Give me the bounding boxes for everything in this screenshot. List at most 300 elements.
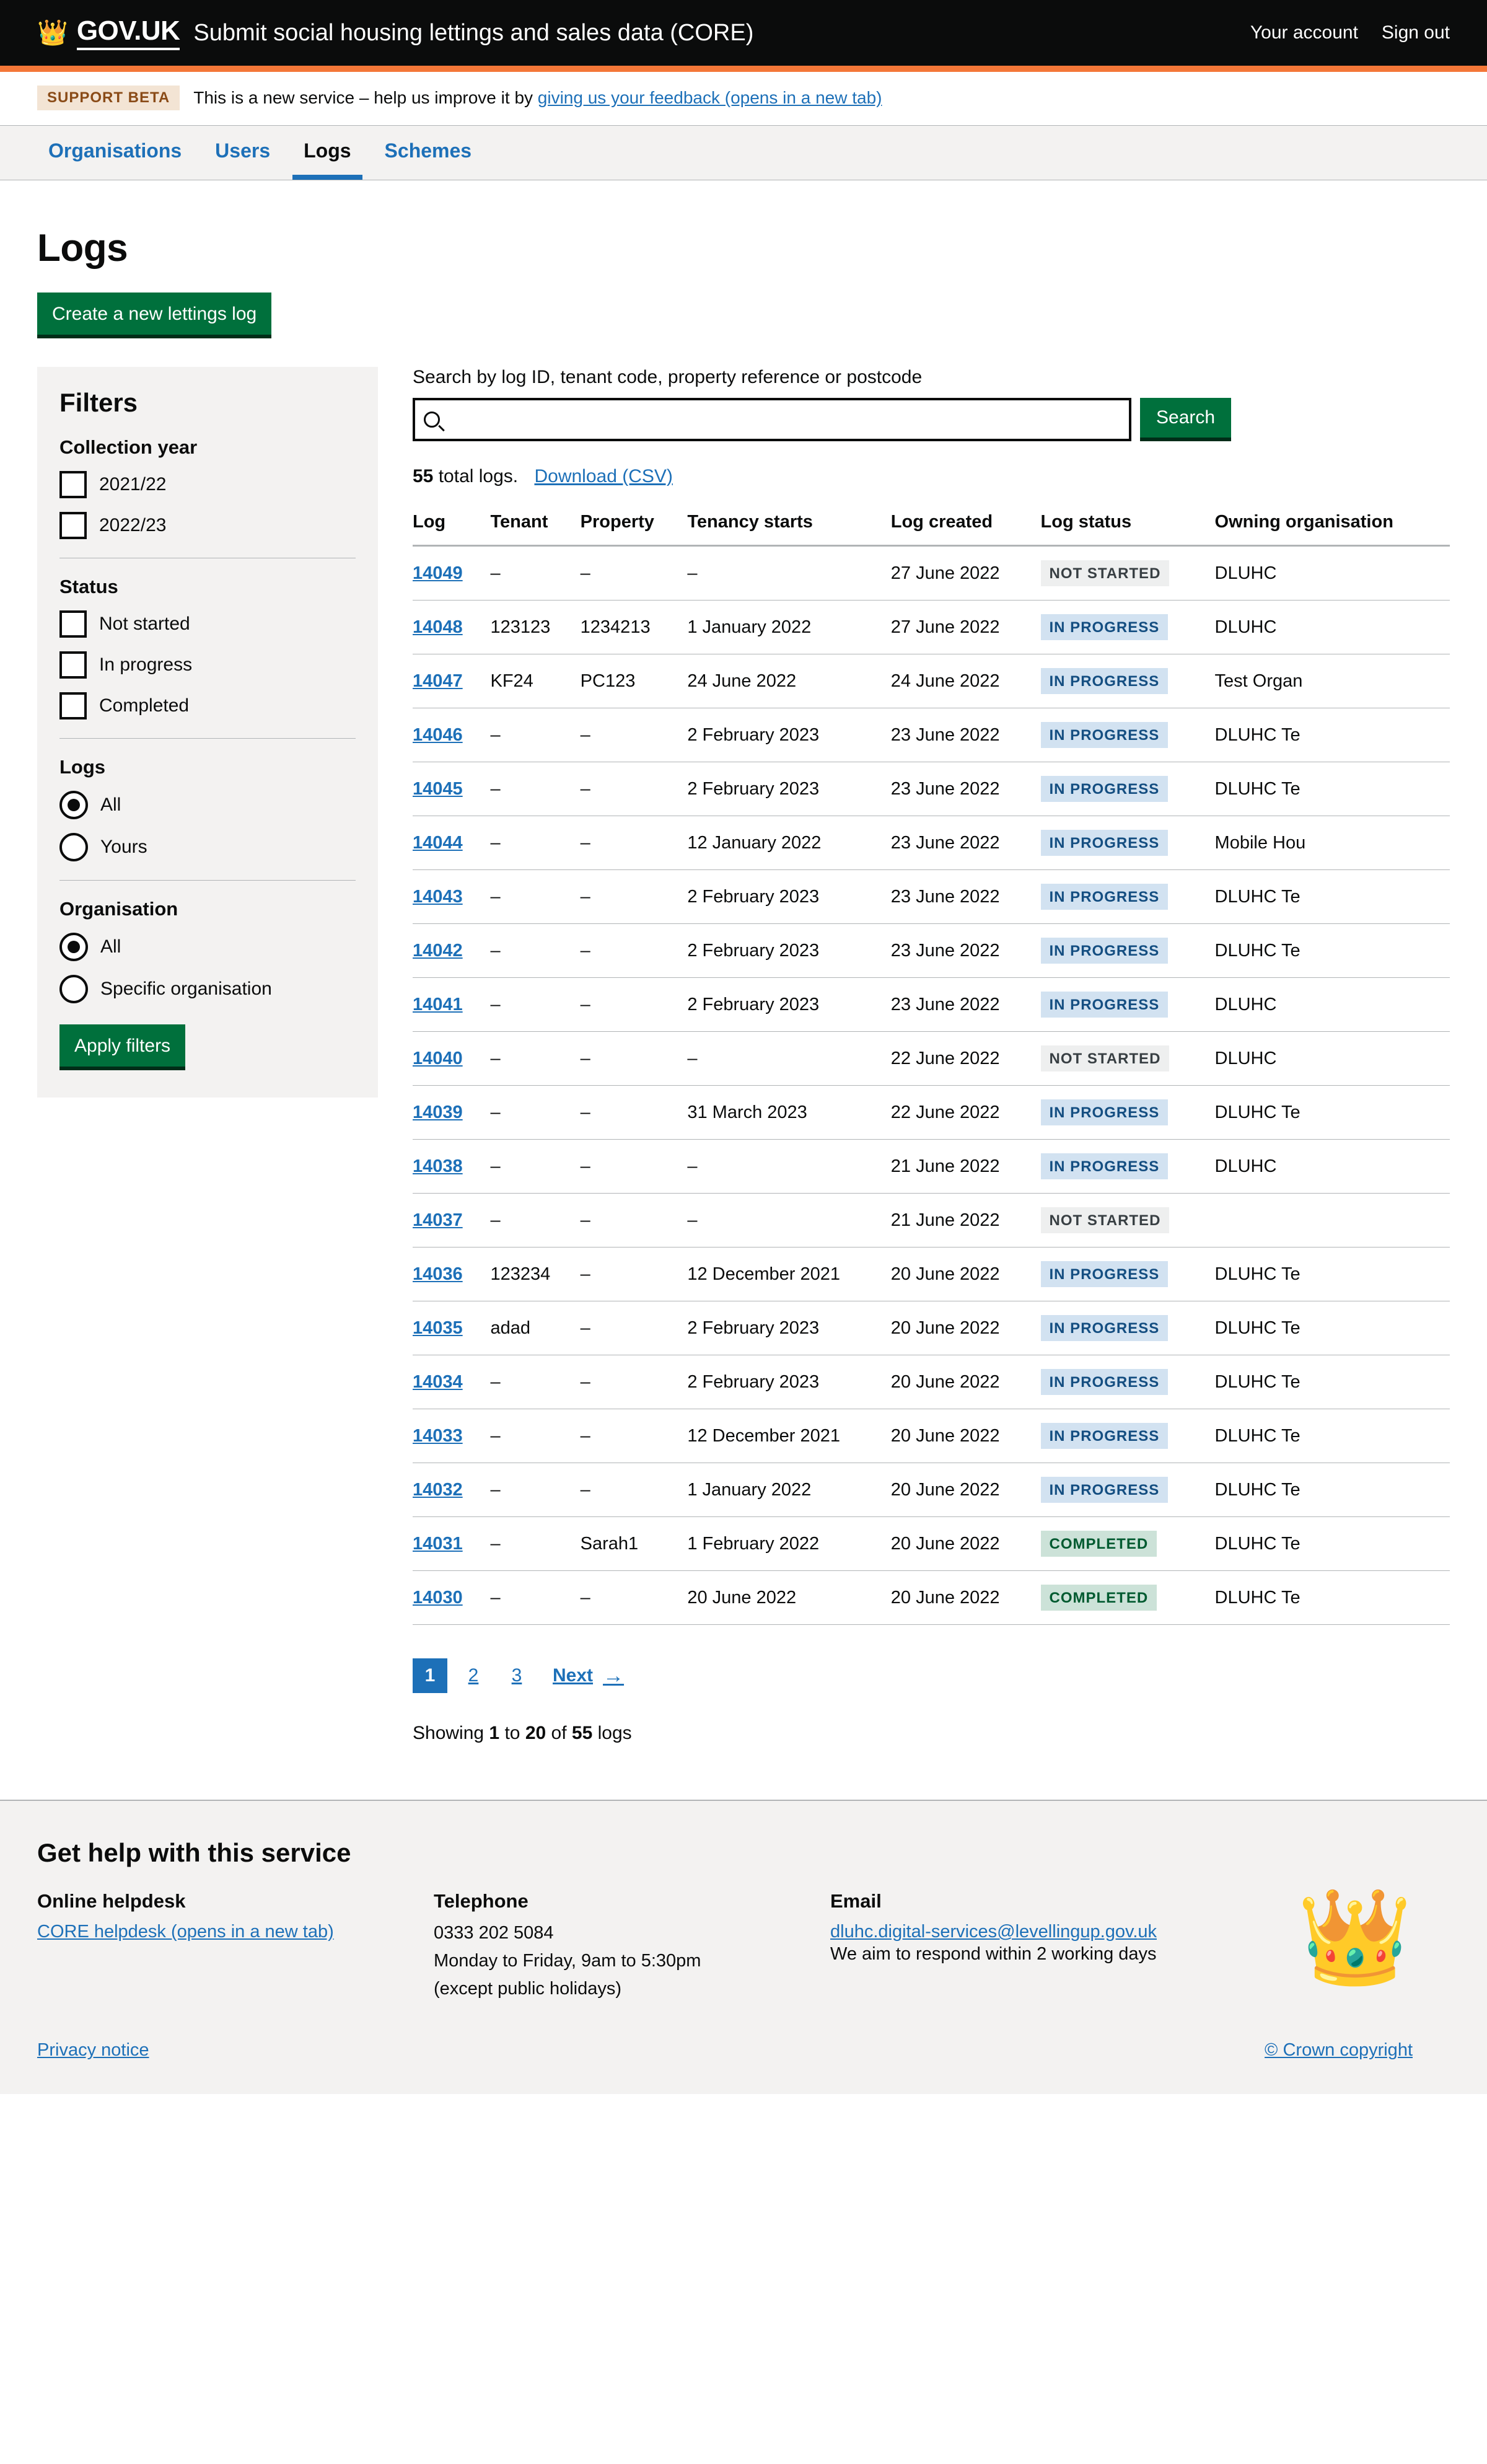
table-row	[413, 870, 1450, 924]
cell-property: –	[581, 1355, 688, 1409]
search-label: Search by log ID, tenant code, property reference or postcode	[413, 367, 923, 387]
filter-checkbox-2022-23[interactable]	[59, 512, 356, 539]
footer-column-online-helpdesk	[37, 1890, 434, 2005]
cell-owning-organisation: Test Organ	[1215, 654, 1450, 708]
pagination-next-label: Next	[553, 1665, 594, 1686]
cell-log-created: 22 June 2022	[891, 1032, 1041, 1086]
table-row	[413, 924, 1450, 978]
cell-tenancy-starts: 24 June 2022	[687, 654, 890, 708]
cell-tenant: –	[490, 546, 580, 601]
cell-tenant: –	[490, 924, 580, 978]
column-header-owning-organisation: Owning organisation	[1215, 503, 1450, 546]
showing-summary	[413, 1723, 1450, 1744]
cell-log-status	[1041, 762, 1215, 816]
log-id-link[interactable]: 14035	[413, 1318, 463, 1338]
cell-log	[413, 1194, 490, 1247]
arrow-right-icon: →	[603, 1663, 625, 1687]
cell-owning-organisation: DLUHC Te	[1215, 1301, 1450, 1355]
cell-log-status	[1041, 601, 1215, 654]
filter-group-collection-year	[59, 436, 356, 539]
cell-owning-organisation: DLUHC Te	[1215, 1463, 1450, 1517]
status-badge: IN PROGRESS	[1041, 1315, 1169, 1341]
filter-label: All	[100, 794, 121, 815]
cell-log-status	[1041, 978, 1215, 1032]
cell-log-status	[1041, 1194, 1215, 1247]
cell-property: –	[581, 546, 688, 601]
filter-label: Not started	[99, 614, 190, 634]
status-badge: IN PROGRESS	[1041, 1153, 1169, 1179]
cell-tenant: KF24	[490, 654, 580, 708]
cell-log	[413, 1086, 490, 1140]
filter-label: Completed	[99, 695, 190, 716]
log-id-link[interactable]: 14048	[413, 617, 463, 637]
cell-tenant: adad	[490, 1301, 580, 1355]
table-row	[413, 546, 1450, 601]
site-footer	[0, 1800, 1487, 2094]
status-badge: IN PROGRESS	[1041, 938, 1169, 964]
cell-tenant: –	[490, 1194, 580, 1247]
cell-tenancy-starts: 20 June 2022	[687, 1571, 890, 1625]
table-row	[413, 1409, 1450, 1463]
cell-tenant: –	[490, 1140, 580, 1194]
cell-tenancy-starts: 12 December 2021	[687, 1409, 890, 1463]
your-account-link[interactable]: Your account	[1250, 22, 1358, 43]
filter-checkbox-not-started[interactable]	[59, 610, 356, 638]
log-id-link[interactable]: 14038	[413, 1156, 463, 1176]
page-title: Logs	[37, 227, 128, 270]
filter-label: Yours	[100, 837, 147, 857]
table-row	[413, 978, 1450, 1032]
beta-orange-bar	[0, 66, 1487, 72]
cell-property: PC123	[581, 654, 688, 708]
cell-owning-organisation: DLUHC Te	[1215, 1571, 1450, 1625]
checkbox-icon[interactable]	[59, 692, 87, 719]
cell-tenant: –	[490, 1571, 580, 1625]
column-header-log: Log	[413, 503, 490, 546]
status-badge: IN PROGRESS	[1041, 1099, 1169, 1125]
cell-log-created: 24 June 2022	[891, 654, 1041, 708]
royal-crest-icon: 👑	[1297, 1885, 1413, 1989]
cell-tenancy-starts: 2 February 2023	[687, 978, 890, 1032]
cell-owning-organisation: DLUHC Te	[1215, 870, 1450, 924]
search-input[interactable]	[446, 408, 1120, 431]
filter-group-title-collection-year: Collection year	[59, 436, 198, 458]
cell-log-created: 23 June 2022	[891, 816, 1041, 870]
cell-owning-organisation: DLUHC Te	[1215, 708, 1450, 762]
table-row	[413, 1571, 1450, 1625]
results-summary	[413, 466, 1450, 487]
cell-tenant: –	[490, 1086, 580, 1140]
pagination-page-3[interactable]: 3	[511, 1665, 522, 1686]
radio-icon[interactable]	[59, 975, 88, 1003]
cell-owning-organisation: DLUHC Te	[1215, 1517, 1450, 1571]
royal-crest-wrapper	[1297, 1885, 1450, 2005]
cell-log-created: 20 June 2022	[891, 1409, 1041, 1463]
filter-group-logs	[59, 756, 356, 861]
cell-log-status	[1041, 708, 1215, 762]
apply-filters-button[interactable]: Apply filters	[59, 1024, 185, 1070]
log-id-link[interactable]: 14033	[413, 1425, 463, 1446]
footer-column-title: Online helpdesk	[37, 1890, 186, 1912]
status-badge: IN PROGRESS	[1041, 1261, 1169, 1287]
status-badge: IN PROGRESS	[1041, 722, 1169, 748]
log-id-link[interactable]: 14037	[413, 1210, 463, 1230]
checkbox-icon[interactable]	[59, 471, 87, 498]
cell-log	[413, 978, 490, 1032]
cell-property: –	[581, 816, 688, 870]
filter-label: All	[100, 936, 121, 957]
cell-tenancy-starts: –	[687, 546, 890, 601]
filter-group-status	[59, 576, 356, 719]
status-badge: IN PROGRESS	[1041, 668, 1169, 694]
cell-log-created: 23 June 2022	[891, 978, 1041, 1032]
support-email-link[interactable]: dluhc.digital-services@levellingup.gov.uk	[830, 1922, 1157, 1942]
primary-nav	[0, 126, 1487, 180]
filter-group-title-status: Status	[59, 576, 118, 597]
filters-heading: Filters	[59, 388, 138, 417]
cell-log-created: 21 June 2022	[891, 1140, 1041, 1194]
cell-log-status	[1041, 1517, 1215, 1571]
cell-owning-organisation: DLUHC	[1215, 601, 1450, 654]
cell-log-status	[1041, 924, 1215, 978]
phase-tag: SUPPORT BETA	[37, 86, 180, 110]
phase-banner	[0, 72, 1487, 126]
telephone-number: 0333 202 5084	[434, 1923, 554, 1943]
nav-item-schemes[interactable]: Schemes	[384, 139, 472, 162]
cell-log	[413, 924, 490, 978]
filter-group-organisation	[59, 898, 356, 1003]
cell-log-status	[1041, 1571, 1215, 1625]
log-id-link[interactable]: 14045	[413, 778, 463, 799]
filter-radio-logs-yours[interactable]	[59, 833, 356, 861]
cell-log	[413, 1301, 490, 1355]
cell-property: Sarah1	[581, 1517, 688, 1571]
cell-tenancy-starts: 1 January 2022	[687, 1463, 890, 1517]
cell-log-status	[1041, 1086, 1215, 1140]
cell-property: –	[581, 708, 688, 762]
cell-tenancy-starts: 2 February 2023	[687, 762, 890, 816]
cell-tenancy-starts: 2 February 2023	[687, 708, 890, 762]
cell-tenant: 123234	[490, 1247, 580, 1301]
pagination-next-link[interactable]	[553, 1664, 624, 1688]
cell-tenant: –	[490, 1032, 580, 1086]
nav-item-logs[interactable]: Logs	[292, 126, 362, 180]
cell-property: 1234213	[581, 601, 688, 654]
cell-log-created: 20 June 2022	[891, 1301, 1041, 1355]
filter-checkbox-in-progress[interactable]	[59, 651, 356, 679]
cell-tenant: –	[490, 1409, 580, 1463]
cell-log-status	[1041, 1355, 1215, 1409]
cell-log	[413, 708, 490, 762]
filter-label: 2022/23	[99, 515, 167, 535]
cell-owning-organisation: DLUHC	[1215, 1140, 1450, 1194]
pagination-page-1[interactable]: 1	[413, 1658, 447, 1693]
cell-tenant: –	[490, 816, 580, 870]
cell-log-created: 20 June 2022	[891, 1463, 1041, 1517]
cell-property: –	[581, 1086, 688, 1140]
table-row	[413, 816, 1450, 870]
total-logs-text: total logs.	[438, 466, 519, 486]
checkbox-icon[interactable]	[59, 610, 87, 638]
status-badge: COMPLETED	[1041, 1585, 1157, 1611]
cell-tenancy-starts: 2 February 2023	[687, 1355, 890, 1409]
cell-log-created: 20 June 2022	[891, 1355, 1041, 1409]
cell-log-status	[1041, 1463, 1215, 1517]
table-row	[413, 762, 1450, 816]
footer-columns	[37, 1885, 1450, 2005]
table-row	[413, 708, 1450, 762]
checkbox-icon[interactable]	[59, 512, 87, 539]
service-name-link[interactable]: Submit social housing lettings and sales data (CORE)	[193, 19, 754, 46]
cell-log	[413, 870, 490, 924]
total-logs-count: 55	[413, 466, 434, 486]
filters-panel	[37, 367, 378, 1098]
cell-log-created: 22 June 2022	[891, 1086, 1041, 1140]
phase-banner-message: This is a new service – help us improve it by	[193, 88, 533, 107]
showing-to-word: to	[504, 1723, 520, 1743]
cell-tenancy-starts: –	[687, 1140, 890, 1194]
table-row	[413, 1517, 1450, 1571]
table-row	[413, 1086, 1450, 1140]
pagination-page-2[interactable]: 2	[468, 1665, 479, 1686]
cell-log-created: 21 June 2022	[891, 1194, 1041, 1247]
footer-column-title: Email	[830, 1890, 882, 1912]
search-icon	[424, 411, 440, 428]
showing-of-word: of	[551, 1723, 567, 1743]
table-row	[413, 601, 1450, 654]
filter-group-title-organisation: Organisation	[59, 898, 178, 920]
crown-copyright-link[interactable]: © Crown copyright	[1265, 2040, 1413, 2061]
table-row	[413, 1463, 1450, 1517]
cell-property: –	[581, 1032, 688, 1086]
log-id-link[interactable]: 14049	[413, 563, 463, 583]
filter-group-title-logs: Logs	[59, 756, 106, 778]
cell-property: –	[581, 1247, 688, 1301]
column-header-log-created: Log created	[891, 503, 1041, 546]
cell-property: –	[581, 1194, 688, 1247]
status-badge: NOT STARTED	[1041, 560, 1170, 586]
cell-log-status	[1041, 1032, 1215, 1086]
cell-tenancy-starts: 2 February 2023	[687, 870, 890, 924]
cell-tenant: –	[490, 762, 580, 816]
log-id-link[interactable]: 14036	[413, 1264, 463, 1284]
log-id-link[interactable]: 14046	[413, 724, 463, 745]
cell-log	[413, 1032, 490, 1086]
govuk-wordmark: GOV.UK	[77, 15, 180, 50]
log-id-link[interactable]: 14040	[413, 1048, 463, 1068]
showing-prefix: Showing	[413, 1723, 485, 1743]
core-helpdesk-link[interactable]: CORE helpdesk (opens in a new tab)	[37, 1922, 334, 1942]
footer-column-telephone	[434, 1890, 830, 2005]
filter-radio-logs-all[interactable]	[59, 791, 356, 819]
status-badge: IN PROGRESS	[1041, 1369, 1169, 1395]
cell-owning-organisation: DLUHC	[1215, 978, 1450, 1032]
column-header-tenancy-starts: Tenancy starts	[687, 503, 890, 546]
cell-property: –	[581, 1463, 688, 1517]
cell-owning-organisation: DLUHC Te	[1215, 1247, 1450, 1301]
cell-log-status	[1041, 816, 1215, 870]
filter-label: In progress	[99, 654, 193, 675]
footer-bottom	[37, 2039, 1450, 2061]
cell-owning-organisation: Mobile Hou	[1215, 816, 1450, 870]
cell-log-status	[1041, 1301, 1215, 1355]
cell-log-status	[1041, 654, 1215, 708]
cell-tenant: –	[490, 1355, 580, 1409]
log-id-link[interactable]: 14039	[413, 1102, 463, 1122]
log-id-link[interactable]: 14032	[413, 1479, 463, 1500]
cell-tenancy-starts: –	[687, 1194, 890, 1247]
cell-owning-organisation: DLUHC Te	[1215, 762, 1450, 816]
log-id-link[interactable]: 14044	[413, 832, 463, 853]
cell-property: –	[581, 1301, 688, 1355]
search-row	[413, 398, 1450, 441]
radio-icon[interactable]	[59, 933, 88, 961]
radio-icon[interactable]	[59, 833, 88, 861]
create-new-lettings-log-button[interactable]: Create a new lettings log	[37, 293, 271, 338]
log-id-link[interactable]: 14034	[413, 1371, 463, 1392]
cell-tenancy-starts: 1 February 2022	[687, 1517, 890, 1571]
status-badge: IN PROGRESS	[1041, 614, 1169, 640]
cell-log-created: 23 June 2022	[891, 762, 1041, 816]
footer-column-title: Telephone	[434, 1890, 529, 1912]
log-id-link[interactable]: 14031	[413, 1533, 463, 1554]
cell-log-created: 27 June 2022	[891, 601, 1041, 654]
status-badge: COMPLETED	[1041, 1531, 1157, 1557]
filter-divider	[59, 880, 356, 881]
cell-log-created: 20 June 2022	[891, 1517, 1041, 1571]
status-badge: NOT STARTED	[1041, 1207, 1170, 1233]
filter-radio-organisation-all[interactable]	[59, 933, 356, 961]
filter-checkbox-completed[interactable]	[59, 692, 356, 719]
cell-tenancy-starts: 2 February 2023	[687, 924, 890, 978]
cell-tenancy-starts: 1 January 2022	[687, 601, 890, 654]
cell-property: –	[581, 1571, 688, 1625]
site-header	[0, 0, 1487, 66]
cell-log-status	[1041, 1409, 1215, 1463]
nav-item-organisations[interactable]: Organisations	[48, 139, 182, 162]
table-row	[413, 1032, 1450, 1086]
nav-item-users[interactable]: Users	[215, 139, 271, 162]
column-header-tenant: Tenant	[490, 503, 580, 546]
cell-log	[413, 1140, 490, 1194]
cell-property: –	[581, 924, 688, 978]
showing-suffix: logs	[597, 1723, 632, 1743]
cell-log	[413, 1355, 490, 1409]
footer-column-email	[830, 1890, 1227, 2005]
cell-tenant: –	[490, 870, 580, 924]
log-id-link[interactable]: 14041	[413, 994, 463, 1014]
status-badge: IN PROGRESS	[1041, 992, 1169, 1018]
telephone-exceptions: (except public holidays)	[434, 1979, 622, 1999]
cell-owning-organisation: DLUHC	[1215, 546, 1450, 601]
showing-to: 20	[525, 1723, 546, 1743]
crown-copyright	[1265, 2039, 1450, 2061]
logs-table	[413, 503, 1450, 1625]
cell-log	[413, 762, 490, 816]
status-badge: IN PROGRESS	[1041, 1477, 1169, 1503]
log-id-link[interactable]: 14042	[413, 940, 463, 961]
pagination	[413, 1658, 1450, 1693]
cell-owning-organisation	[1215, 1194, 1450, 1247]
log-id-link[interactable]: 14043	[413, 886, 463, 907]
cell-log-created: 23 June 2022	[891, 870, 1041, 924]
phase-banner-text	[193, 88, 882, 108]
table-row	[413, 1355, 1450, 1409]
filter-label: 2021/22	[99, 474, 167, 495]
checkbox-icon[interactable]	[59, 651, 87, 679]
cell-log-created: 23 June 2022	[891, 924, 1041, 978]
table-row	[413, 1194, 1450, 1247]
search-input-wrapper[interactable]	[413, 398, 1131, 441]
cell-log-status	[1041, 870, 1215, 924]
status-badge: IN PROGRESS	[1041, 1423, 1169, 1449]
cell-log-created: 20 June 2022	[891, 1247, 1041, 1301]
log-id-link[interactable]: 14047	[413, 671, 463, 691]
sign-out-link[interactable]: Sign out	[1381, 22, 1450, 43]
table-row	[413, 654, 1450, 708]
cell-tenancy-starts: –	[687, 1032, 890, 1086]
showing-total: 55	[571, 1723, 593, 1743]
cell-owning-organisation: DLUHC Te	[1215, 1355, 1450, 1409]
cell-log	[413, 654, 490, 708]
crown-icon: 👑	[37, 19, 68, 46]
cell-tenancy-starts: 31 March 2023	[687, 1086, 890, 1140]
cell-tenant: 123123	[490, 601, 580, 654]
cell-tenancy-starts: 12 December 2021	[687, 1247, 890, 1301]
status-badge: NOT STARTED	[1041, 1045, 1170, 1071]
privacy-notice-link[interactable]: Privacy notice	[37, 2040, 149, 2061]
cell-property: –	[581, 1409, 688, 1463]
search-button[interactable]: Search	[1140, 398, 1231, 441]
cell-log	[413, 1409, 490, 1463]
cell-tenant: –	[490, 978, 580, 1032]
feedback-link[interactable]: giving us your feedback (opens in a new tab)	[537, 88, 882, 107]
telephone-hours: Monday to Friday, 9am to 5:30pm	[434, 1951, 701, 1971]
cell-property: –	[581, 870, 688, 924]
status-badge: IN PROGRESS	[1041, 884, 1169, 910]
results-panel	[413, 367, 1450, 1744]
email-response-note: We aim to respond within 2 working days	[830, 1944, 1157, 1964]
cell-log	[413, 1517, 490, 1571]
filter-label: Specific organisation	[100, 979, 272, 999]
table-header-row	[413, 503, 1450, 546]
cell-property: –	[581, 1140, 688, 1194]
main-content	[0, 226, 1487, 1744]
cell-log	[413, 1247, 490, 1301]
showing-from: 1	[489, 1723, 500, 1743]
download-csv-link[interactable]: Download (CSV)	[534, 466, 673, 486]
log-id-link[interactable]: 14030	[413, 1587, 463, 1608]
cell-tenant: –	[490, 708, 580, 762]
table-row	[413, 1247, 1450, 1301]
filter-divider	[59, 738, 356, 739]
cell-log-status	[1041, 1247, 1215, 1301]
filter-radio-organisation-specific[interactable]	[59, 975, 356, 1003]
cell-log-status	[1041, 546, 1215, 601]
cell-log-created: 23 June 2022	[891, 708, 1041, 762]
cell-tenancy-starts: 2 February 2023	[687, 1301, 890, 1355]
cell-log	[413, 1463, 490, 1517]
cell-owning-organisation: DLUHC	[1215, 1032, 1450, 1086]
cell-owning-organisation: DLUHC Te	[1215, 1086, 1450, 1140]
filter-checkbox-2021-22[interactable]	[59, 471, 356, 498]
radio-icon[interactable]	[59, 791, 88, 819]
column-header-log-status: Log status	[1041, 503, 1215, 546]
status-badge: IN PROGRESS	[1041, 776, 1169, 802]
govuk-logo-link[interactable]	[37, 15, 180, 50]
cell-tenant: –	[490, 1517, 580, 1571]
cell-log	[413, 546, 490, 601]
